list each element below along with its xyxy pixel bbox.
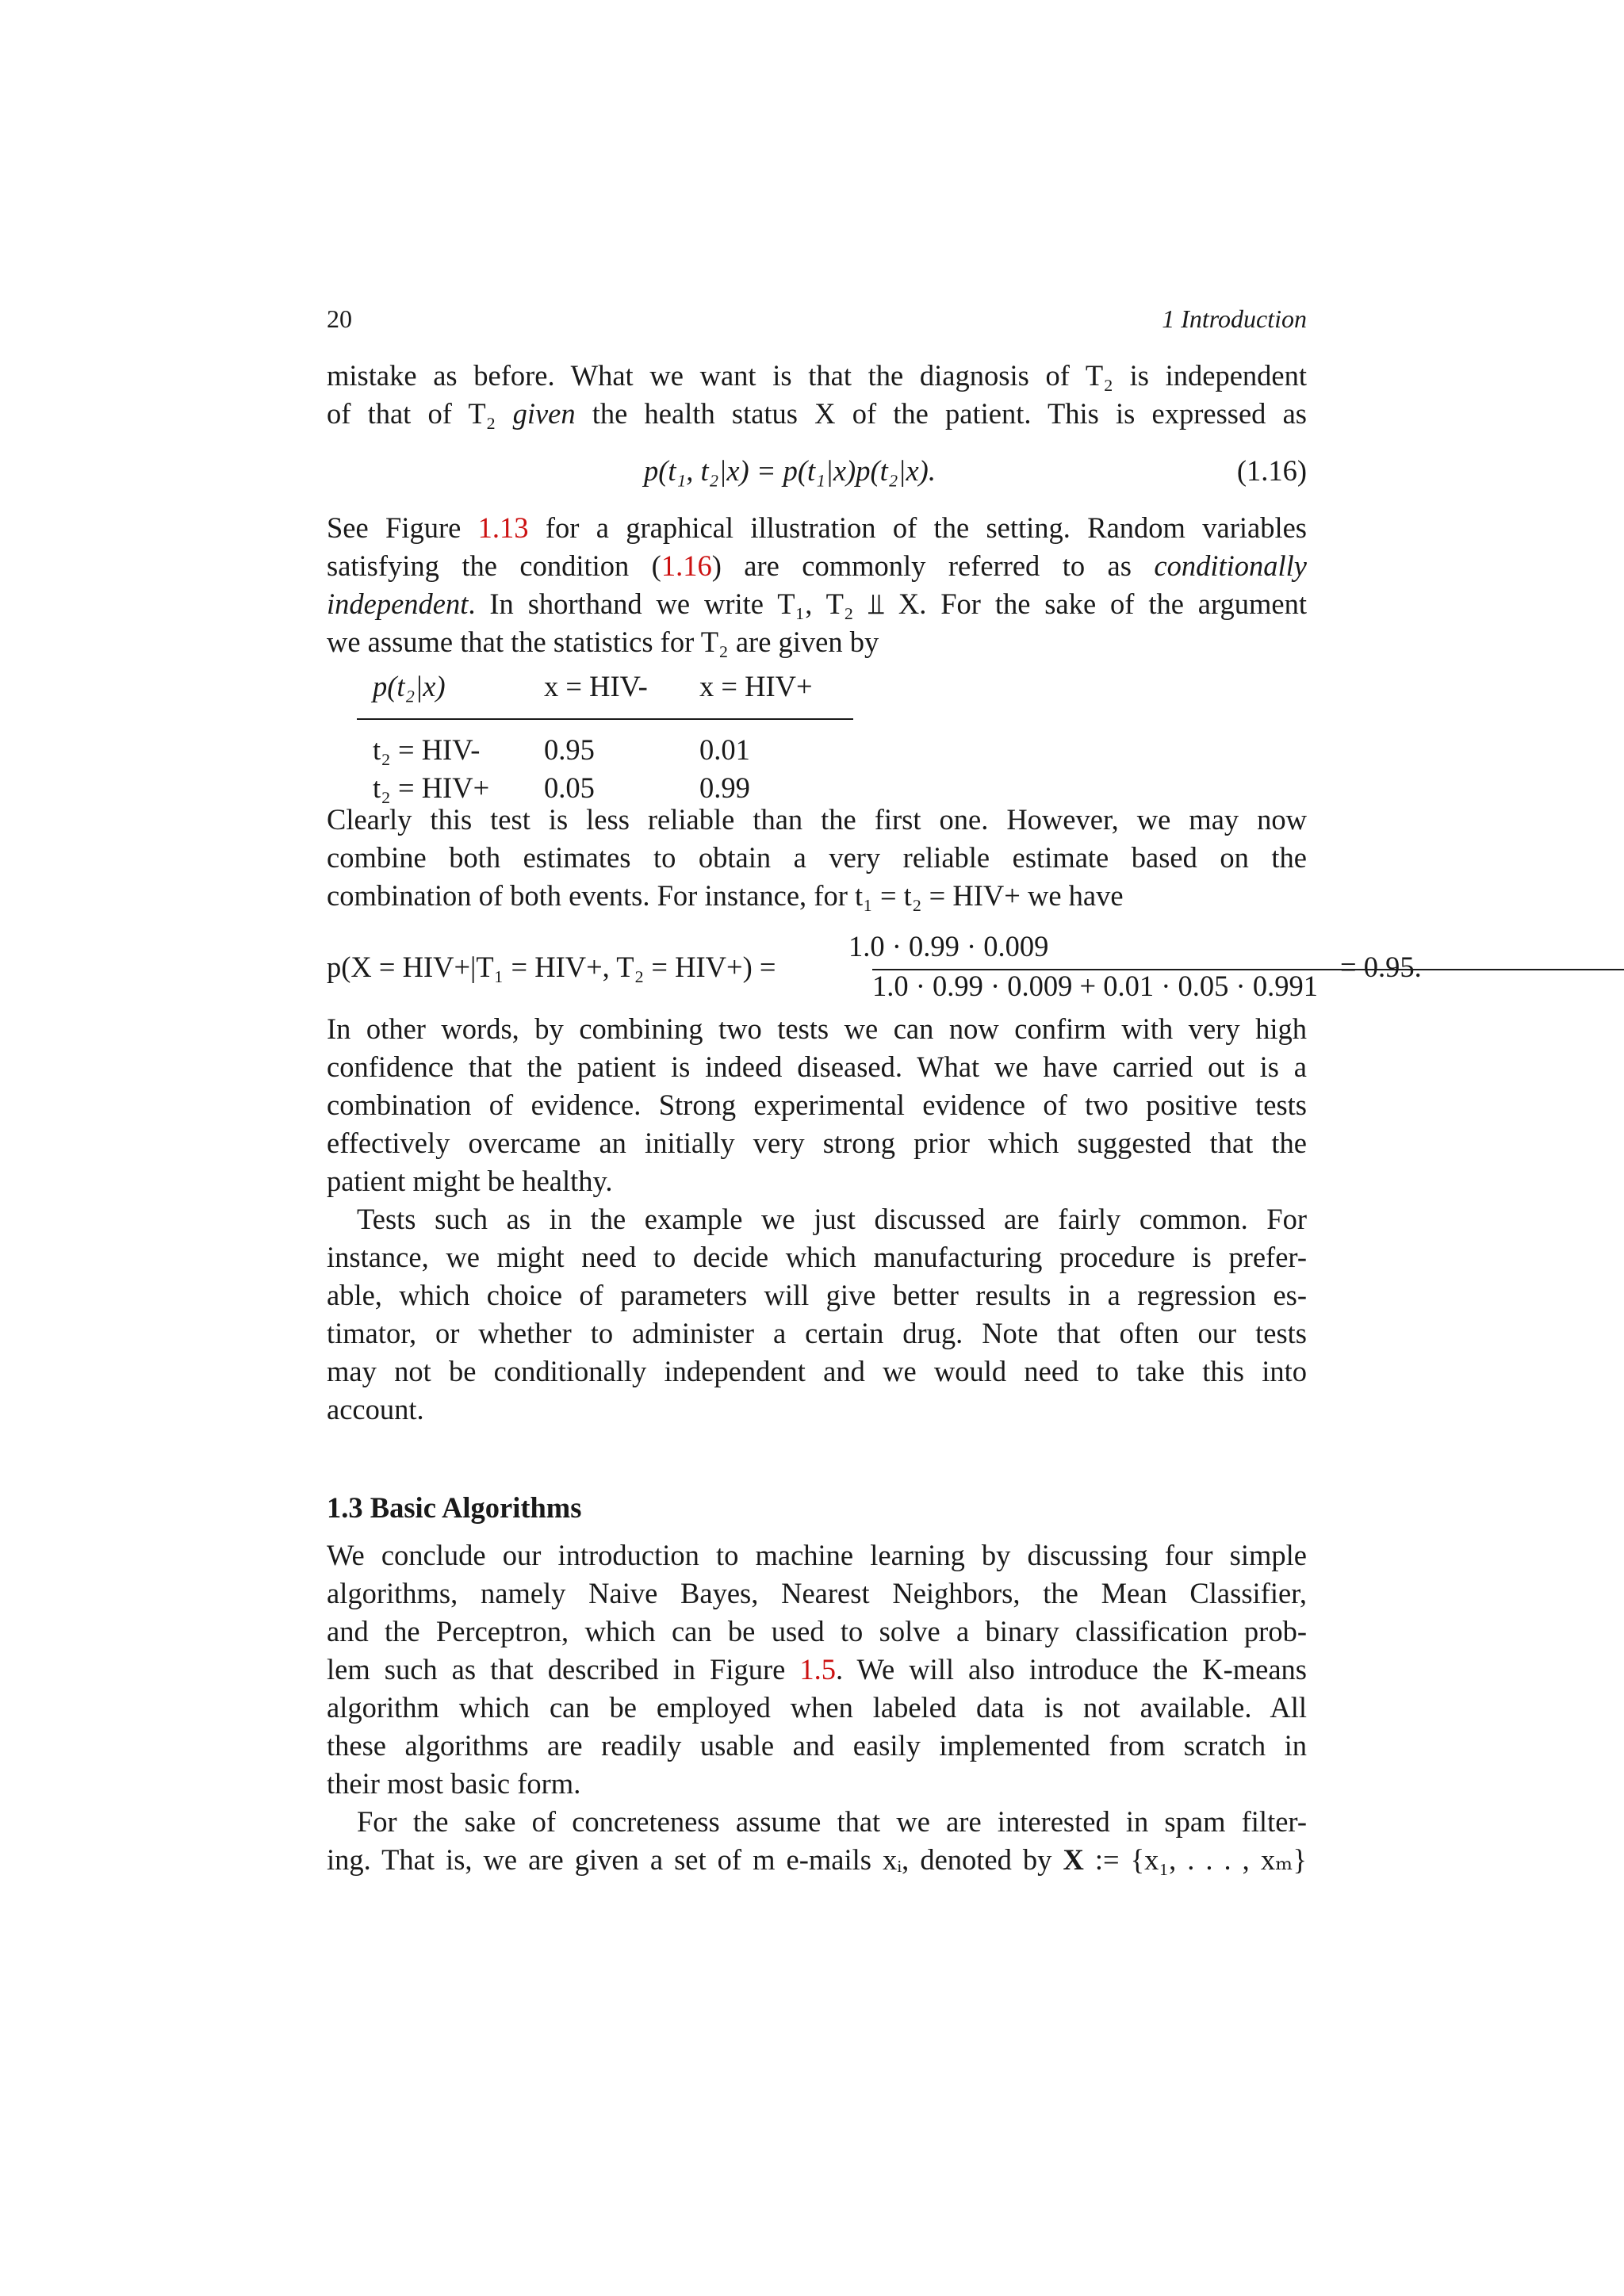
table-row	[357, 731, 853, 769]
text-line: patient might be healthy.	[327, 1165, 613, 1197]
table-header-cell: x = HIV+	[699, 668, 853, 719]
text-line: satisfying the condition (1.16) are commonly referred to as conditionally	[327, 549, 1307, 582]
text-line: confidence that the patient is indeed diseased. What we have carried out is a	[327, 1050, 1307, 1083]
equation-ref-link[interactable]: 1.16	[661, 549, 712, 582]
text-line: and the Perceptron, which can be used to solve a binary classification prob-	[327, 1615, 1307, 1647]
table-cell: t₂ = HIV-	[373, 733, 481, 766]
fraction-numerator: 1.0 · 0.99 · 0.009	[848, 930, 1049, 962]
table-cell: 0.01	[699, 733, 750, 766]
table-cell: 0.95	[544, 733, 595, 766]
text-line: algorithm which can be employed when labeled data is not available. All	[327, 1691, 1307, 1724]
text-line: combine both estimates to obtain a very reliable estimate based on the	[327, 841, 1307, 874]
text-line: we assume that the statistics for T₂ are given by	[327, 626, 879, 658]
text-line: Clearly this test is less reliable than the first one. However, we may now	[327, 803, 1307, 836]
equation-number: (1.16)	[1236, 454, 1307, 487]
text-line: effectively overcame an initially very strong prior which suggested that the	[327, 1127, 1307, 1159]
text-line: algorithms, namely Naive Bayes, Nearest Neighbors, the Mean Classifier,	[327, 1577, 1307, 1609]
text-line: lem such as that described in Figure 1.5. We will also introduce the K-means	[327, 1653, 1308, 1686]
text-line: able, which choice of parameters will give better results in a regression es-	[327, 1279, 1307, 1311]
text-line: instance, we might need to decide which manufacturing procedure is prefer-	[327, 1241, 1307, 1273]
text-line: In other words, by combining two tests we can now confirm with very high	[327, 1012, 1307, 1045]
table-header-cell: p(t₂|x)	[357, 668, 544, 719]
table-header-cell: x = HIV-	[544, 668, 699, 719]
figure-ref-link[interactable]: 1.5	[799, 1653, 836, 1686]
text-line: independent. In shorthand we write T₁, T₂ ⫫ X. For the sake of the argument	[327, 587, 1307, 620]
section-heading: 1.3 Basic Algorithms	[327, 1491, 582, 1524]
page-header	[327, 300, 1307, 338]
text-line: account.	[327, 1393, 424, 1425]
table-cell: 0.99	[699, 771, 750, 804]
text-line: their most basic form.	[327, 1767, 581, 1800]
fraction-denominator: 1.0 · 0.99 · 0.009 + 0.01 · 0.05 · 0.991	[872, 970, 1318, 1002]
figure-ref-link[interactable]: 1.13	[477, 511, 529, 544]
equation-body: p(t₁, t₂|x) = p(t₁|x)p(t₂|x).	[644, 454, 936, 487]
text-line: For the sake of concreteness assume that we are interested in spam filter-	[357, 1805, 1307, 1838]
table-cell: 0.05	[544, 771, 595, 804]
text-line: ing. That is, we are given a set of m e-mails xᵢ, denoted by X := {x₁, . . . , xₘ}	[327, 1843, 1307, 1876]
statistics-table	[357, 668, 853, 807]
text-line: of that of T₂ given the health status X of the patient. This is expressed as	[327, 397, 1308, 430]
equation-rhs: = 0.95.	[1340, 951, 1422, 983]
text-line: may not be conditionally independent and we would need to take this into	[327, 1355, 1307, 1387]
posterior-equation	[327, 921, 1437, 1001]
text-line: timator, or whether to administer a certain drug. Note that often our tests	[327, 1317, 1307, 1349]
text-line: We conclude our introduction to machine learning by discussing four simple	[327, 1539, 1307, 1571]
equation-lhs: p(X = HIV+|T₁ = HIV+, T₂ = HIV+) =	[327, 951, 776, 983]
text-line: mistake as before. What we want is that the diagnosis of T₂ is independent	[327, 359, 1307, 392]
text-line: Tests such as in the example we just discussed are fairly common. For	[357, 1203, 1307, 1235]
text-line: these algorithms are readily usable and easily implemented from scratch in	[327, 1729, 1307, 1762]
running-title: 1 Introduction	[1162, 304, 1307, 333]
text-line: combination of both events. For instance, for t₁ = t₂ = HIV+ we have	[327, 879, 1124, 912]
table-header-row	[357, 668, 853, 719]
table-cell: t₂ = HIV+	[373, 771, 490, 804]
page-number: 20	[327, 304, 352, 333]
text-line: See Figure 1.13 for a graphical illustration of the setting. Random variables	[327, 511, 1307, 544]
text-line: combination of evidence. Strong experimental evidence of two positive tests	[327, 1089, 1307, 1121]
